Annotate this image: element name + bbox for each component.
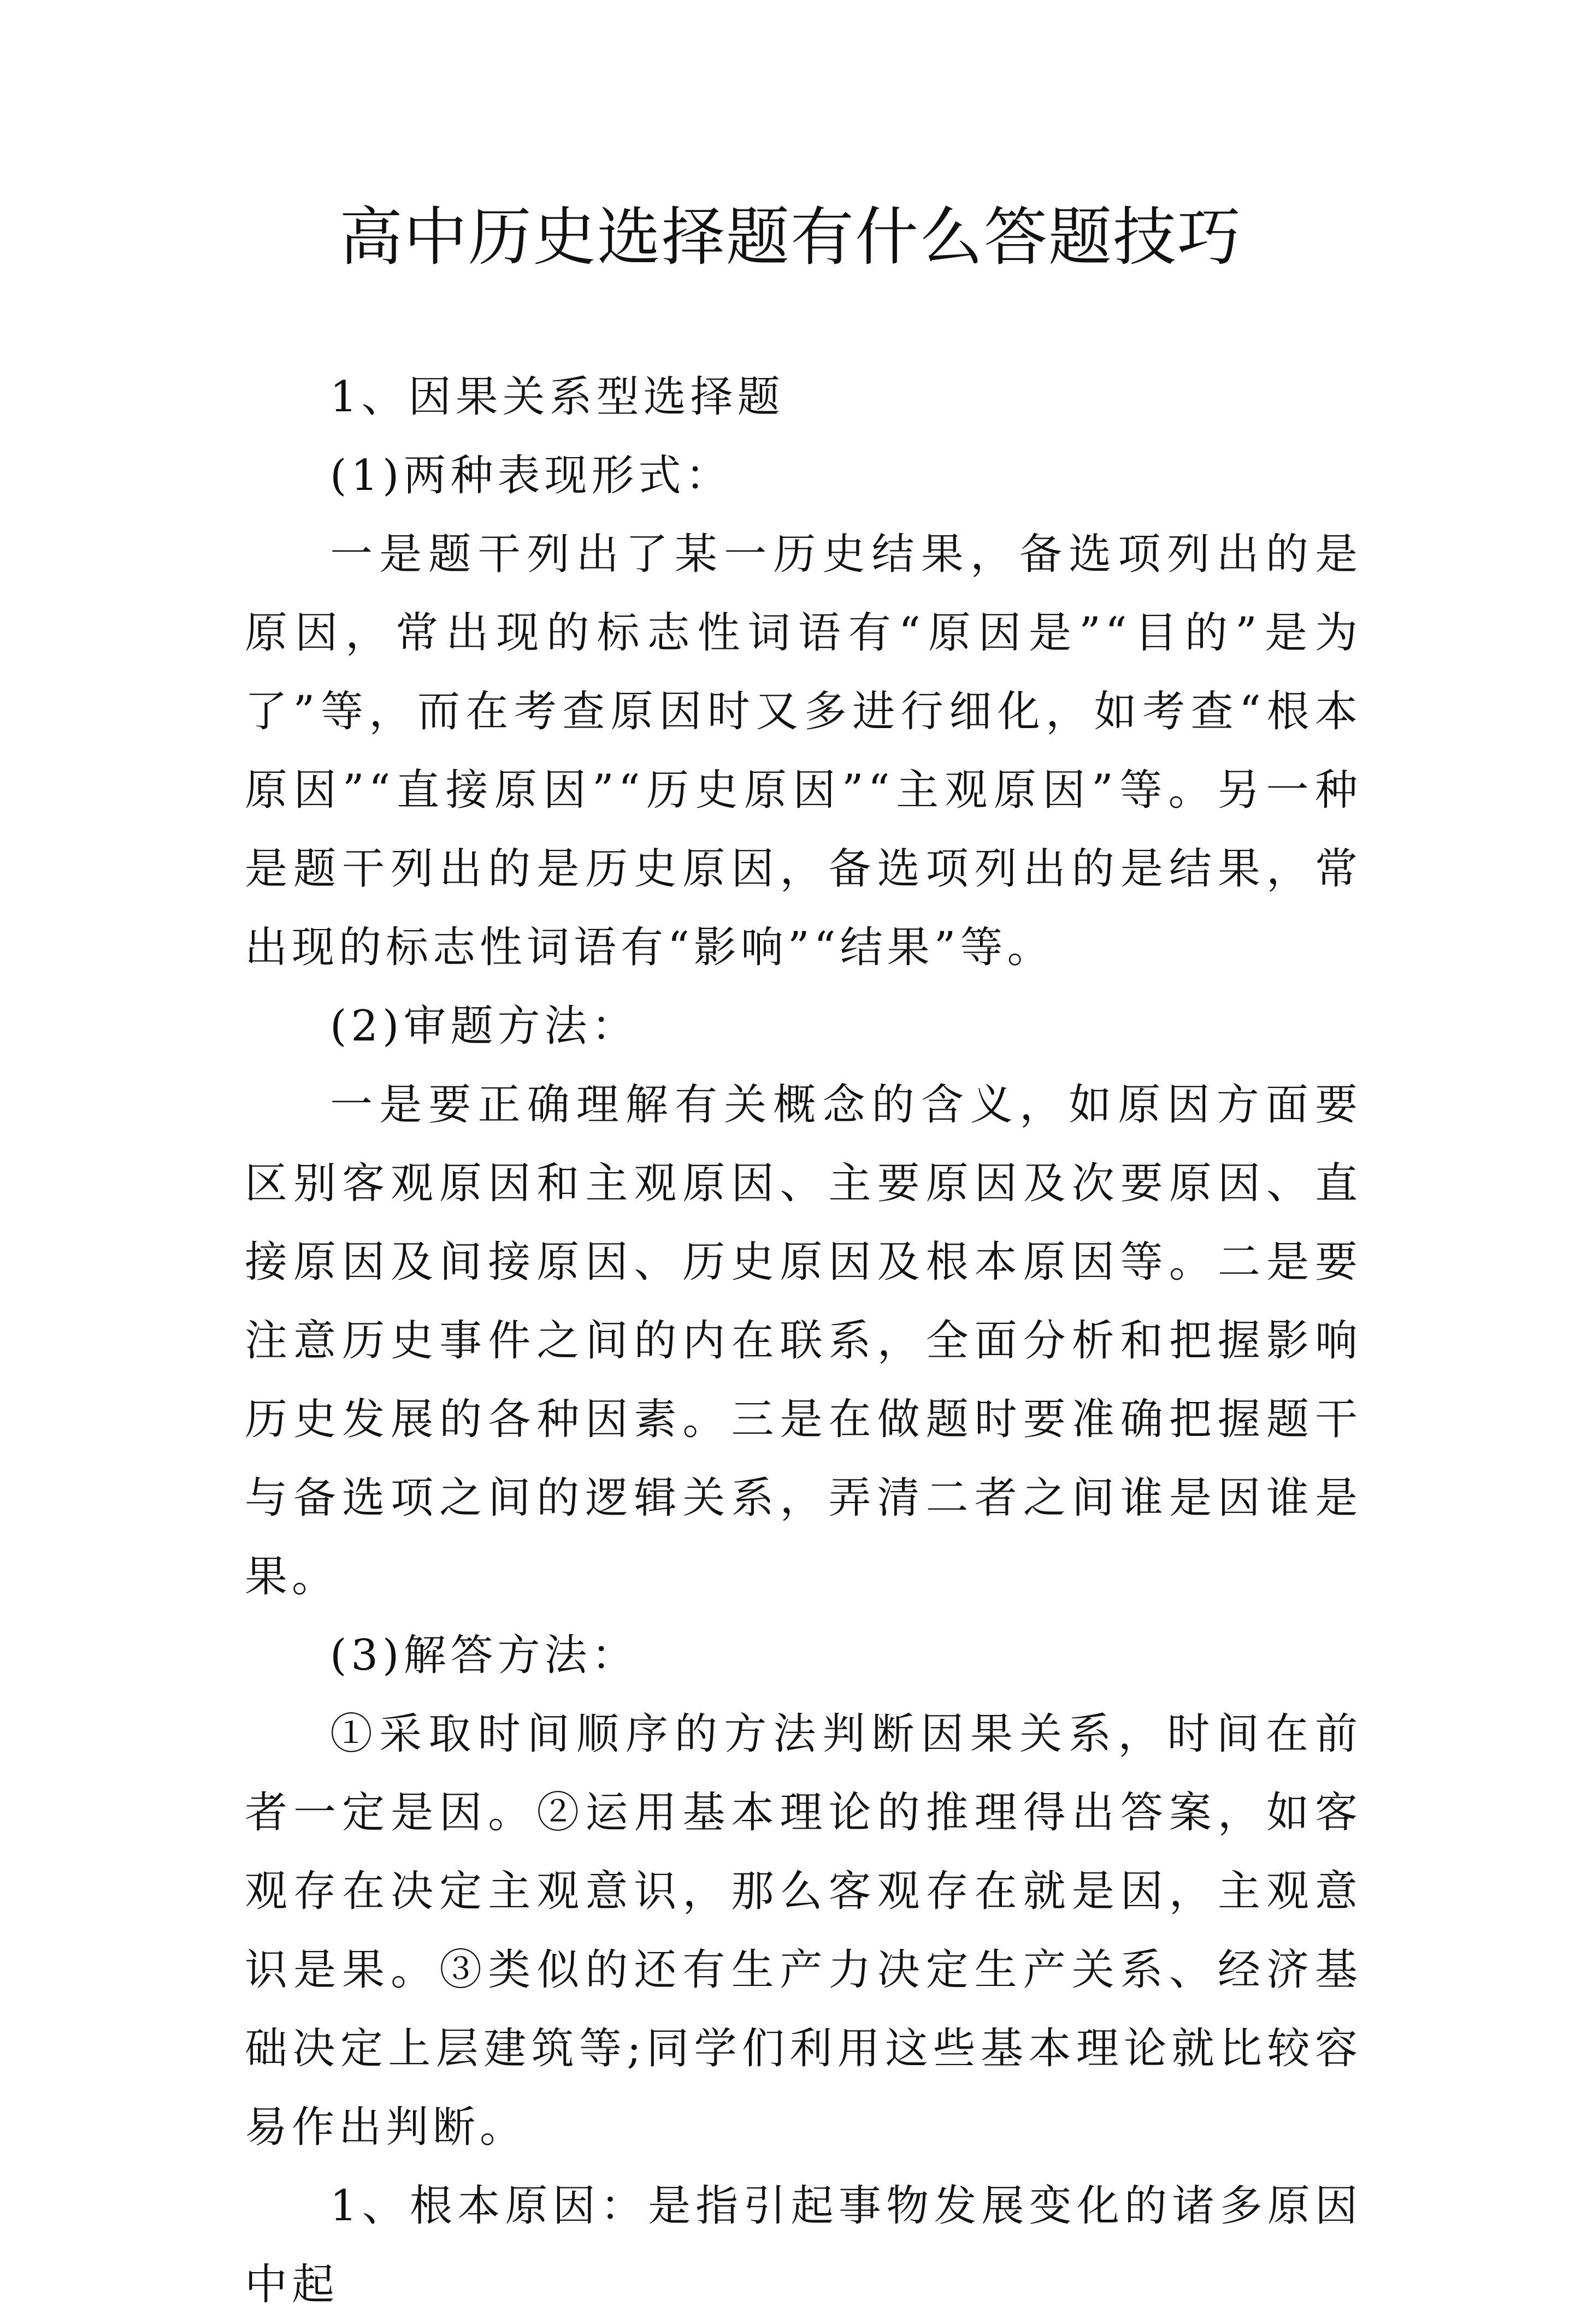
paragraph-forms: 一是题干列出了某一历史结果，备选项列出的是原因，常出现的标志性词语有“原因是”“目的”是为了”等，而在考查原因时又多进行细化，如考查“根本原因”“直接原因”“历史原因”“主观原因”等。另一种是题干列出的是历史原因，备选项列出的是结果，常出现的标志性词语有“影响”“结果”等。	[245, 530, 1362, 972]
paragraph-root-cause: 1、根本原因：是指引起事物发展变化的诸多原因中起	[245, 2181, 1362, 2309]
document-title: 高中历史选择题有什么答题技巧	[339, 200, 1242, 274]
subheading-forms: (1)两种表现形式：	[330, 451, 733, 500]
subheading-answer-method: (3)解答方法：	[330, 1631, 639, 1680]
paragraph-answer-method: ①采取时间顺序的方法判断因果关系，时间在前者一定是因。②运用基本理论的推理得出答案，如客观存在决定主观意识，那么客观存在就是因，主观意识是果。③类似的还有生产力决定生产关系、经济基础决定上层建筑等;同学们利用这些基本理论就比较容易作出判断。	[245, 1710, 1362, 2152]
section-heading-causal: 1、因果关系型选择题	[330, 372, 784, 422]
document-body	[245, 358, 1362, 2324]
paragraph-review-method: 一是要正确理解有关概念的含义，如原因方面要区别客观原因和主观原因、主要原因及次要原因、直接原因及间接原因、历史原因及根本原因等。二是要注意历史事件之间的内在联系，全面分析和把握影响历史发展的各种因素。三是在做题时要准确把握题干与备选项之间的逻辑关系，弄清二者之间谁是因谁是果。	[245, 1080, 1362, 1601]
subheading-review-method: (2)审题方法：	[330, 1002, 639, 1051]
